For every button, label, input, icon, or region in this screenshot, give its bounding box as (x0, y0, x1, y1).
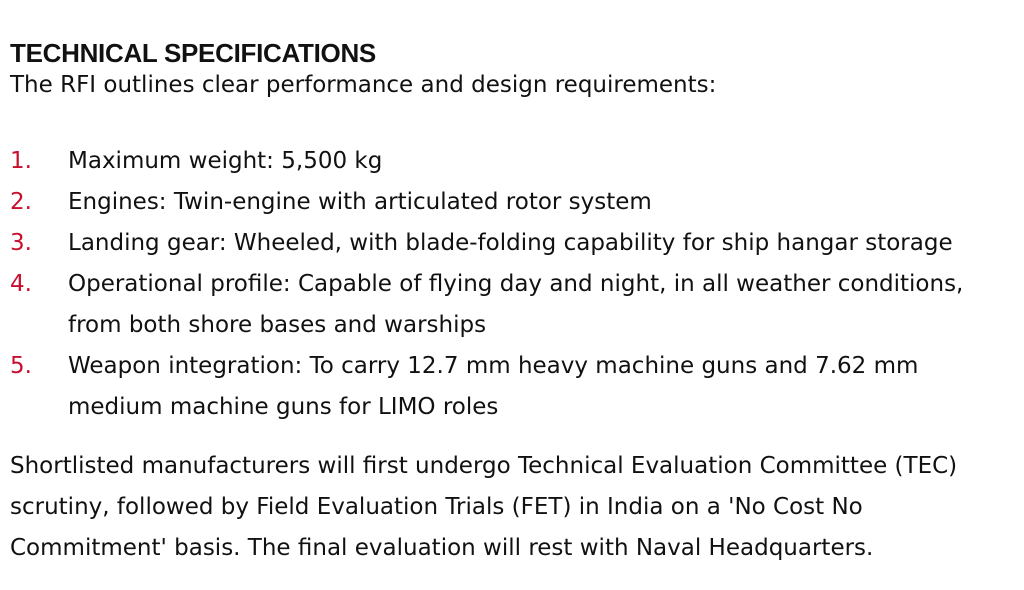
list-number: 2. (10, 189, 32, 215)
list-item-text: Operational profile: Capable of flying day and night, in all weather conditions, from both shore bases and warships (68, 271, 964, 338)
list-item-text: Maximum weight: 5,500 kg (68, 148, 383, 174)
spec-item-weight (0, 141, 1024, 182)
list-item-text: Weapon integration: To carry 12.7 mm heavy machine guns and 7.62 mm medium machine guns for LIMO roles (68, 353, 919, 420)
spec-item-weapon-integration (0, 346, 1024, 428)
intro-paragraph: The RFI outlines clear performance and design requirements: (10, 72, 717, 98)
list-number: 3. (10, 230, 32, 256)
list-item-text: Engines: Twin-engine with articulated rotor system (68, 189, 652, 215)
list-number: 1. (10, 148, 32, 174)
list-number: 5. (10, 353, 32, 379)
list-number: 4. (10, 271, 32, 297)
spec-item-engines (0, 182, 1024, 223)
section-heading: TECHNICAL SPECIFICATIONS (10, 37, 376, 68)
spec-item-operational-profile (0, 264, 1024, 346)
spec-item-landing-gear (0, 223, 1024, 264)
list-item-text: Landing gear: Wheeled, with blade-folding capability for ship hangar storage (68, 230, 953, 256)
spec-list (0, 141, 1024, 428)
closing-paragraph: Shortlisted manufacturers will first undergo Technical Evaluation Committee (TEC) scrutiny, followed by Field Evaluation Trials (FET) in India on a 'No Cost No Commitment' basis. The final evaluation will rest with Naval Headquarters. (10, 453, 958, 561)
